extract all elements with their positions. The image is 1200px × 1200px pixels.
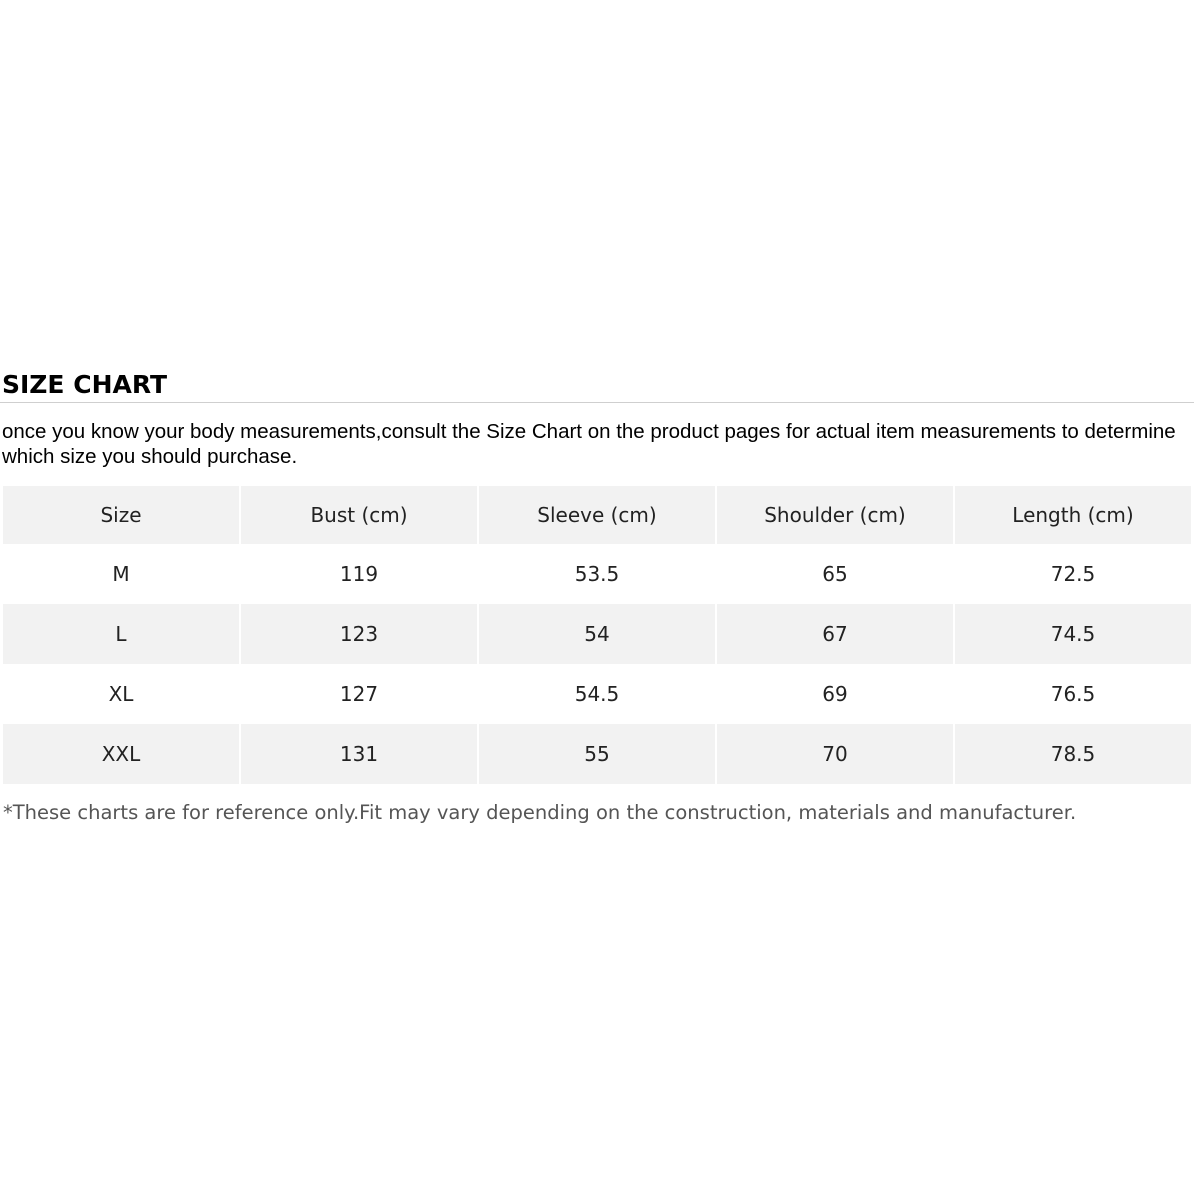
size-row-xl xyxy=(3,664,1191,724)
size-chart-section xyxy=(0,368,1200,826)
cell-length: 76.5 xyxy=(1050,682,1096,706)
header-shoulder: Shoulder (cm) xyxy=(717,486,953,544)
cell-length: 78.5 xyxy=(955,724,1191,784)
cell-size: M xyxy=(112,562,130,586)
cell-size: XXL xyxy=(3,724,239,784)
size-chart-disclaimer: *These charts are for reference only.Fit may vary depending on the construction, materials and manufacturer. xyxy=(3,801,1077,824)
size-chart-title: SIZE CHART xyxy=(2,370,168,399)
header-bust: Bust (cm) xyxy=(241,486,477,544)
cell-length: 72.5 xyxy=(1050,562,1096,586)
cell-size: XL xyxy=(108,682,134,706)
cell-size: L xyxy=(3,604,239,664)
cell-sleeve: 54.5 xyxy=(574,682,620,706)
title-divider xyxy=(0,402,1194,403)
header-length: Length (cm) xyxy=(955,486,1191,544)
size-table-header-row xyxy=(3,486,1191,544)
size-row-l xyxy=(3,604,1191,664)
cell-shoulder: 67 xyxy=(717,604,953,664)
header-sleeve: Sleeve (cm) xyxy=(479,486,715,544)
cell-shoulder: 65 xyxy=(822,562,848,586)
cell-bust: 119 xyxy=(339,562,379,586)
cell-bust: 131 xyxy=(241,724,477,784)
cell-length: 74.5 xyxy=(955,604,1191,664)
cell-sleeve: 54 xyxy=(479,604,715,664)
header-size: Size xyxy=(3,486,239,544)
cell-bust: 123 xyxy=(241,604,477,664)
size-row-m xyxy=(3,544,1191,604)
size-chart-intro: once you know your body measurements,consult the Size Chart on the product pages for actual item measurements to determine which size you should purchase. xyxy=(2,420,1176,468)
cell-shoulder: 69 xyxy=(822,682,848,706)
cell-shoulder: 70 xyxy=(717,724,953,784)
size-table xyxy=(1,486,1193,784)
cell-bust: 127 xyxy=(339,682,379,706)
cell-sleeve: 55 xyxy=(479,724,715,784)
size-row-xxl xyxy=(3,724,1191,784)
cell-sleeve: 53.5 xyxy=(574,562,620,586)
